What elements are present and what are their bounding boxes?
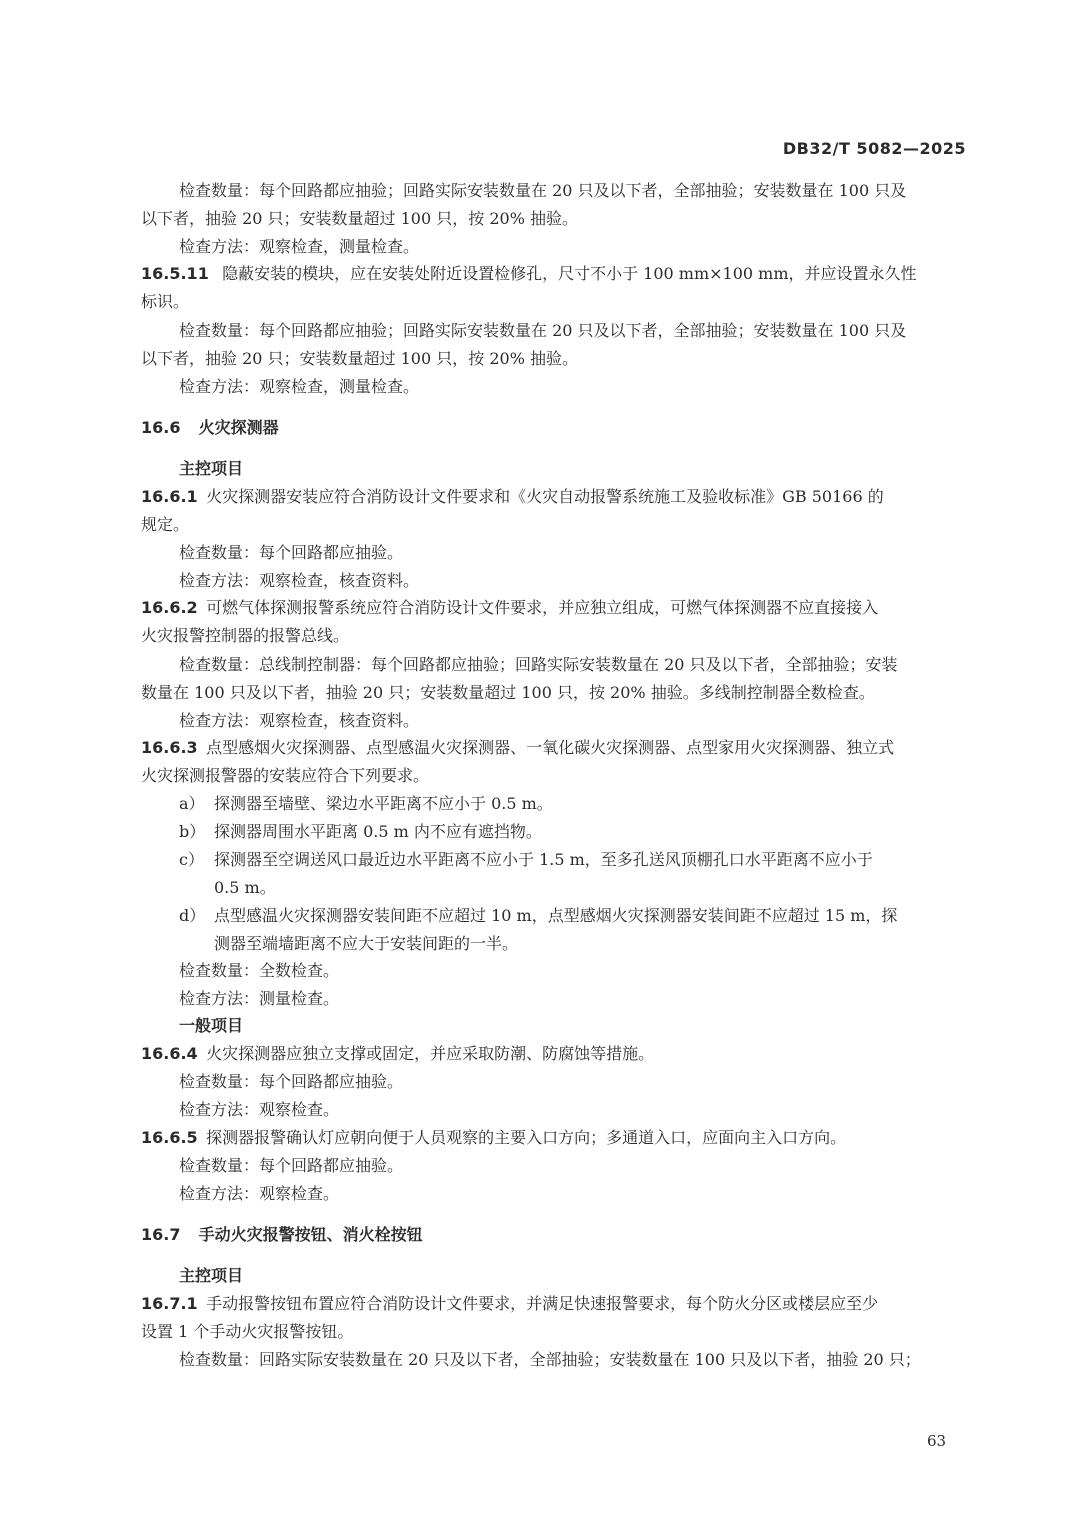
section-heading-16-6	[141, 417, 967, 439]
clause-text: 点型感烟火灾探测器、点型感温火灾探测器、一氧化碳火灾探测器、点型家用火灾探测器、独立式	[206, 738, 895, 757]
clause-text: 隐蔽安装的模块，应在安装处附近设置检修孔，尺寸不小于 100 mm×100 mm，并应设置永久性	[222, 264, 917, 283]
paragraph-line: 检查方法：测量检查。	[179, 989, 340, 1008]
clause-number: 16.6.1	[141, 487, 198, 506]
clause-16-6-4	[141, 1043, 967, 1065]
paragraph-line: 火灾探测报警器的安装应符合下列要求。	[141, 766, 430, 785]
list-item-a: 探测器至墙壁、梁边水平距离不应小于 0.5 m。	[214, 794, 553, 813]
list-label-b: b）	[179, 822, 206, 841]
clause-text: 探测器报警确认灯应朝向便于人员观察的主要入口方向；多通道入口，应面向主入口方向。	[206, 1128, 847, 1147]
list-item-d: 点型感温火灾探测器安装间距不应超过 10 m，点型感烟火灾探测器安装间距不应超过 15 m，探	[214, 906, 898, 925]
clause-number: 16.6.2	[141, 598, 198, 617]
paragraph-line: 检查方法：观察检查，测量检查。	[179, 237, 420, 256]
paragraph-line: 检查数量：每个回路都应抽验。	[179, 1156, 404, 1175]
clause-number: 16.6.3	[141, 738, 198, 757]
list-item-c: 探测器至空调送风口最近边水平距离不应小于 1.5 m，至多孔送风顶棚孔口水平距离不应小于	[214, 850, 873, 869]
list-label-d: d）	[179, 906, 206, 925]
clause-text: 可燃气体探测报警系统应符合消防设计文件要求，并应独立组成，可燃气体探测器不应直接接入	[206, 598, 879, 617]
paragraph-line: 检查数量：每个回路都应抽验。	[179, 543, 404, 562]
section-title: 火灾探测器	[198, 418, 279, 437]
paragraph-line: 检查方法：观察检查。	[179, 1100, 340, 1119]
subheading-main-items: 主控项目	[179, 1266, 244, 1285]
paragraph-line: 检查数量：每个回路都应抽验；回路实际安装数量在 20 只及以下者，全部抽验；安装数量在 100 只及	[179, 181, 907, 200]
paragraph-line: 检查数量：回路实际安装数量在 20 只及以下者，全部抽验；安装数量在 100 只及以下者，抽验 20 只；	[179, 1350, 921, 1369]
clause-16-6-5	[141, 1127, 967, 1149]
paragraph-line: 火灾报警控制器的报警总线。	[141, 626, 350, 645]
paragraph-line: 检查数量：总线制控制器：每个回路都应抽验；回路实际安装数量在 20 只及以下者，全部抽验；安装	[179, 655, 898, 674]
list-item-b: 探测器周围水平距离 0.5 m 内不应有遮挡物。	[214, 822, 542, 841]
paragraph-line: 标识。	[141, 292, 190, 311]
subheading-main-items: 主控项目	[179, 459, 244, 478]
clause-number: 16.5.11	[141, 264, 209, 283]
paragraph-line: 规定。	[141, 515, 190, 534]
section-number: 16.6	[141, 418, 181, 437]
clause-text: 火灾探测器安装应符合消防设计文件要求和《火灾自动报警系统施工及验收标准》GB 50166 的	[206, 487, 884, 506]
list-item-c-cont: 0.5 m。	[214, 878, 276, 897]
page-number: 63	[927, 1432, 947, 1450]
list-item-d-cont: 测器至端墙距离不应大于安装间距的一半。	[214, 934, 519, 953]
clause-16-5-11	[141, 263, 967, 285]
standard-code: DB32/T 5082—2025	[782, 139, 966, 158]
paragraph-line: 设置 1 个手动火灾报警按钮。	[141, 1322, 354, 1341]
clause-16-6-3	[141, 737, 967, 759]
paragraph-line: 检查数量：每个回路都应抽验。	[179, 1072, 404, 1091]
clause-number: 16.6.4	[141, 1044, 198, 1063]
paragraph-line: 检查数量：每个回路都应抽验；回路实际安装数量在 20 只及以下者，全部抽验；安装数量在 100 只及	[179, 321, 907, 340]
clause-number: 16.6.5	[141, 1128, 198, 1147]
subheading-general-items: 一般项目	[179, 1016, 244, 1035]
paragraph-line: 检查数量：全数检查。	[179, 961, 340, 980]
list-label-c: c）	[179, 850, 204, 869]
paragraph-line: 检查方法：观察检查，核查资料。	[179, 571, 420, 590]
section-heading-16-7	[141, 1224, 967, 1246]
clause-16-7-1	[141, 1293, 967, 1315]
list-label-a: a）	[179, 794, 205, 813]
section-title: 手动火灾报警按钮、消火栓按钮	[198, 1225, 423, 1244]
clause-text: 火灾探测器应独立支撑或固定，并应采取防潮、防腐蚀等措施。	[206, 1044, 655, 1063]
clause-text: 手动报警按钮布置应符合消防设计文件要求，并满足快速报警要求，每个防火分区或楼层应至少	[206, 1294, 879, 1313]
section-number: 16.7	[141, 1225, 181, 1244]
clause-16-6-1	[141, 486, 967, 508]
paragraph-line: 检查方法：观察检查。	[179, 1184, 340, 1203]
paragraph-line: 检查方法：观察检查，核查资料。	[179, 711, 420, 730]
paragraph-line: 检查方法：观察检查，测量检查。	[179, 377, 420, 396]
clause-16-6-2	[141, 597, 967, 619]
paragraph-line: 以下者，抽验 20 只；安装数量超过 100 只，按 20% 抽验。	[141, 349, 578, 368]
clause-number: 16.7.1	[141, 1294, 198, 1313]
paragraph-line: 以下者，抽验 20 只；安装数量超过 100 只，按 20% 抽验。	[141, 209, 578, 228]
paragraph-line: 数量在 100 只及以下者，抽验 20 只；安装数量超过 100 只，按 20% 抽验。多线制控制器全数检查。	[141, 683, 875, 702]
